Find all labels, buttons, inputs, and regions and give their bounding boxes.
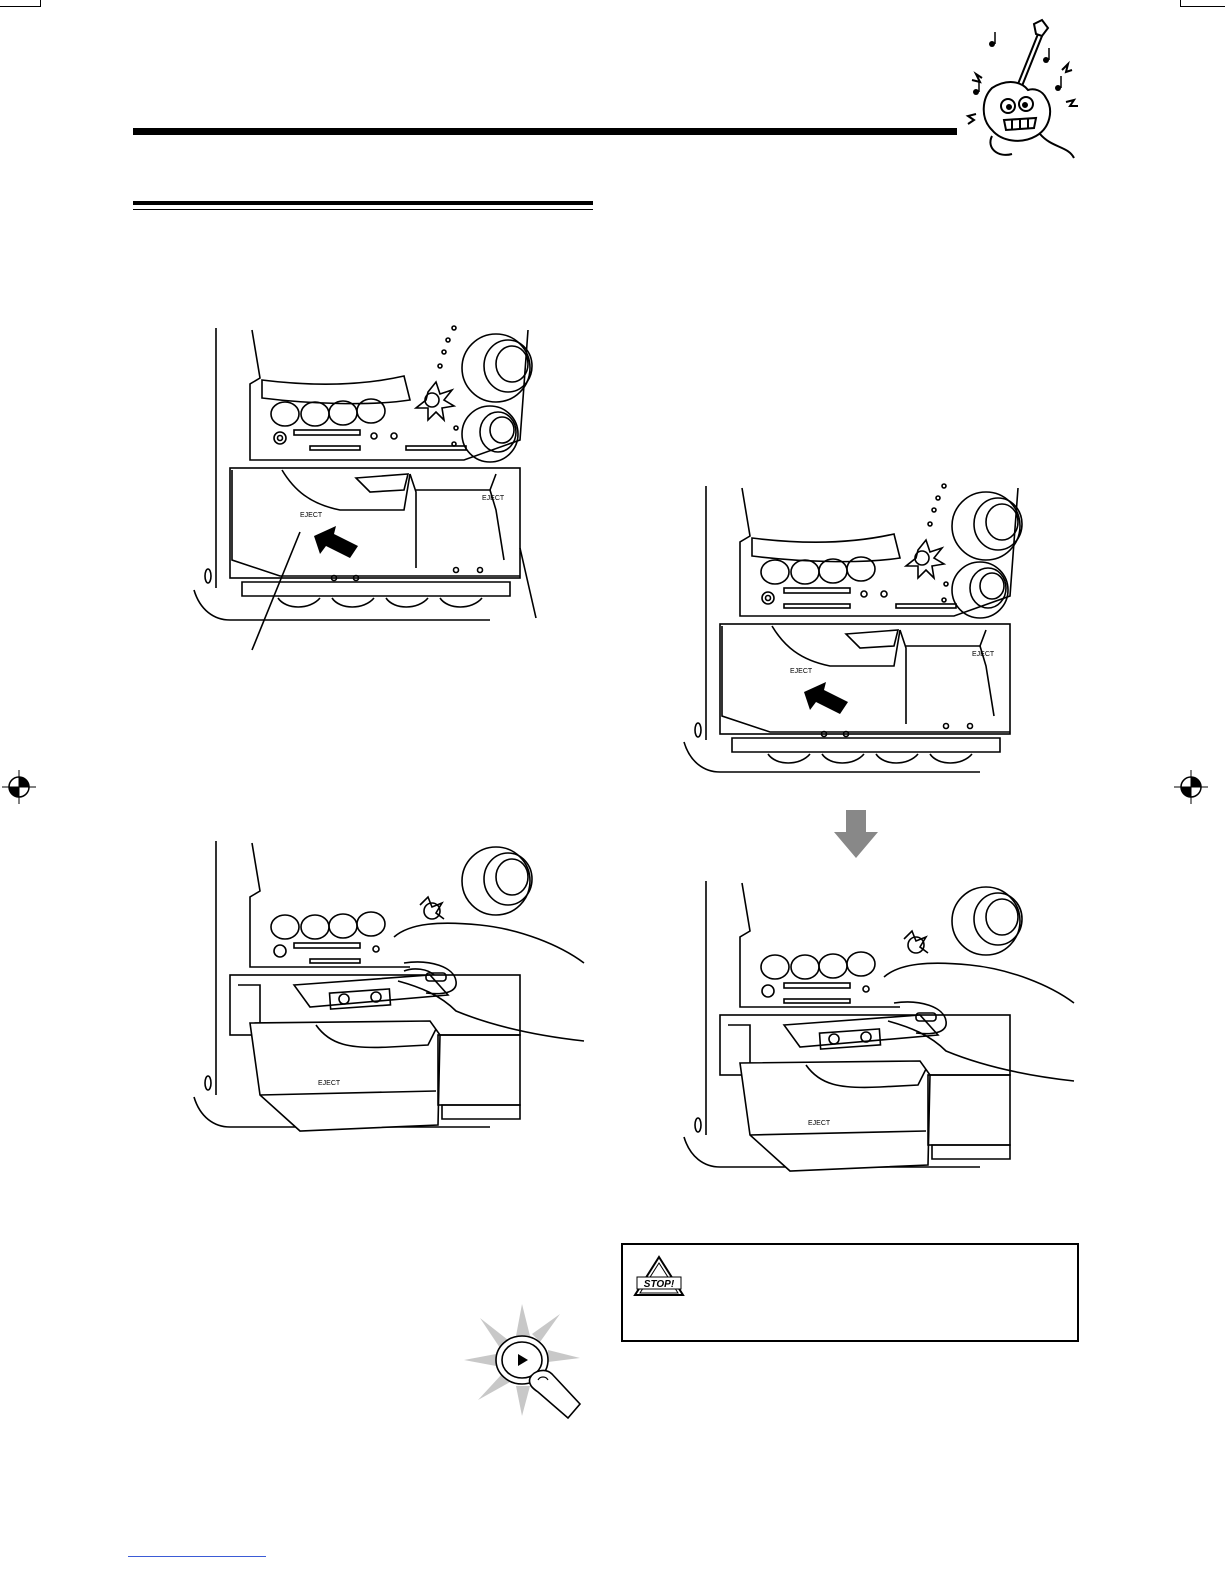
eject-label: EJECT: [808, 1120, 831, 1127]
registration-crosshair-icon: [2, 770, 36, 804]
crop-mark-tl-v: [40, 0, 41, 7]
section-rule-thin: [133, 209, 593, 210]
play-button-icon: [460, 1300, 585, 1420]
eject-label: EJECT: [482, 495, 505, 502]
crop-mark-tr-v: [1180, 0, 1181, 7]
registration-crosshair-icon: [1174, 770, 1208, 804]
illustration-deck-eject-push: [190, 320, 550, 650]
illustration-cassette-insert: [190, 835, 590, 1145]
eject-label: EJECT: [790, 668, 813, 675]
down-arrow-icon: [834, 810, 878, 858]
crop-mark-tr-h: [1180, 6, 1225, 7]
footer-link-rule: [128, 1556, 266, 1557]
illustration-deck-eject-push-right: [680, 480, 1040, 780]
section-rule-thick: [133, 201, 593, 205]
caution-box: [621, 1243, 1079, 1342]
eject-label: EJECT: [972, 651, 995, 658]
eject-label: EJECT: [318, 1080, 341, 1087]
guitar-mascot-icon: [962, 18, 1084, 168]
stop-caution-icon: [633, 1255, 685, 1301]
crop-mark-tl-h: [0, 6, 40, 7]
eject-label: EJECT: [300, 512, 323, 519]
header-rule: [133, 128, 957, 135]
illustration-cassette-insert-right: [680, 875, 1080, 1185]
stop-label: STOP!: [643, 1279, 675, 1290]
